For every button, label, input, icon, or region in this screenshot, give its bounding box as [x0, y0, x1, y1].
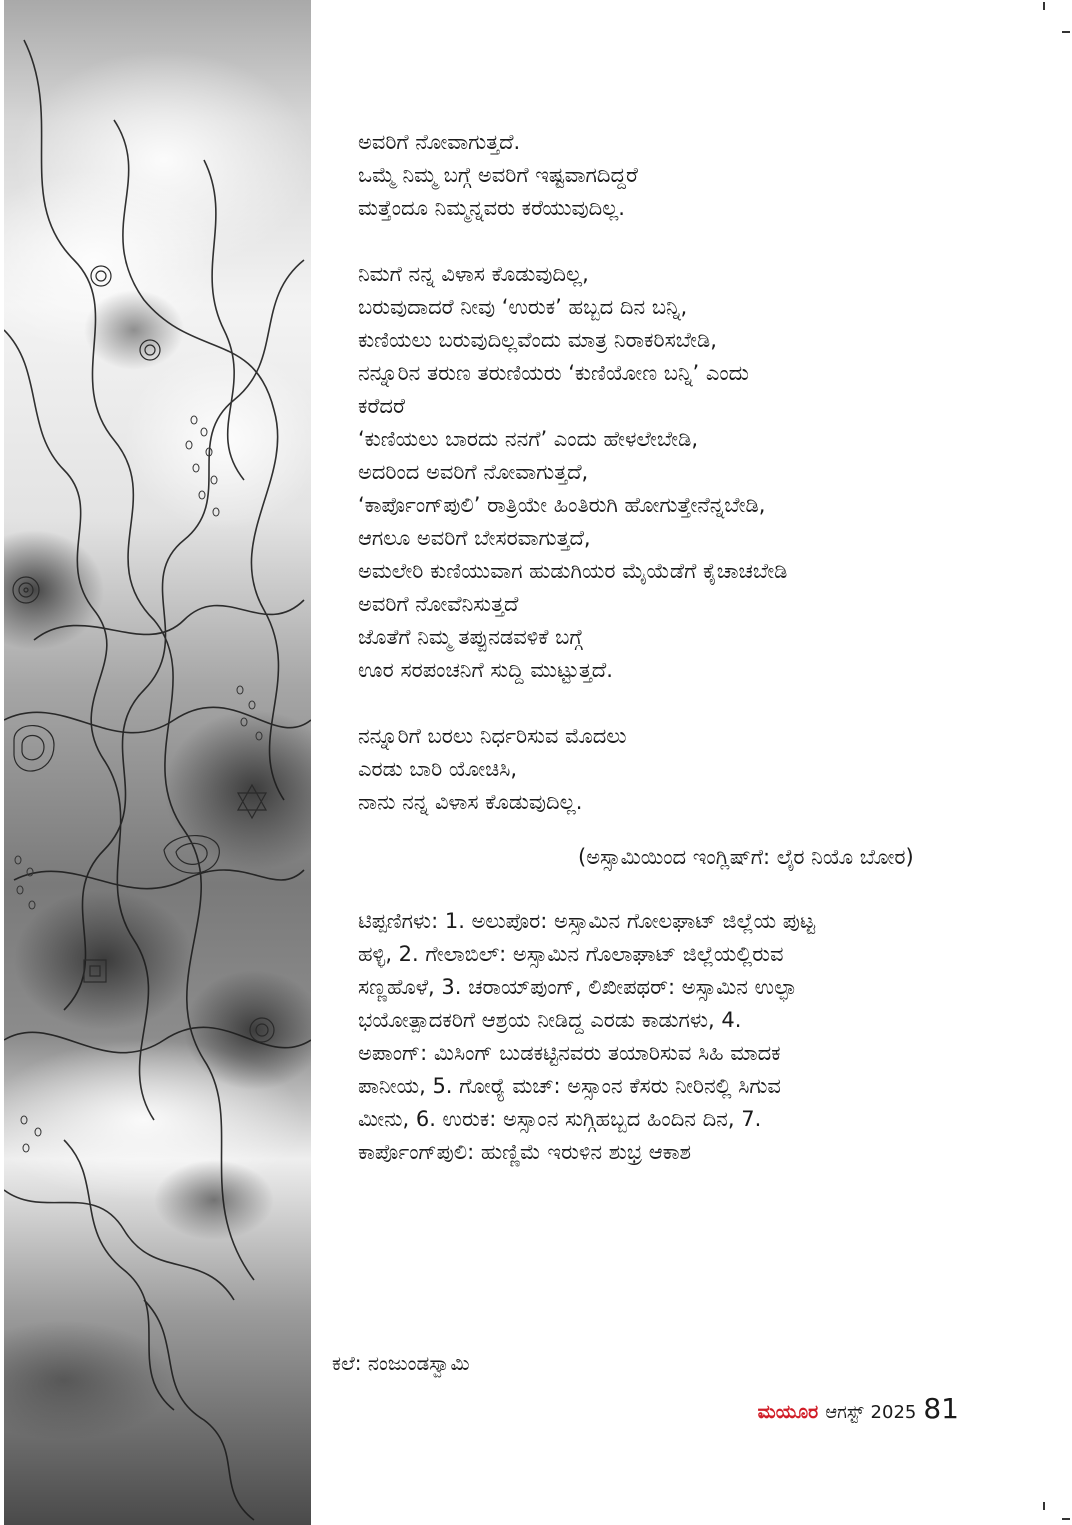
footnote-line: ಅಪಾಂಗ್: ಮಿಸಿಂಗ್ ಬುಡಕಟ್ಟಿನವರು ತಯಾರಿಸುವ ಸಿಹಿ ಮಾದಕ	[358, 1041, 781, 1065]
poem-line: ಬರುವುದಾದರೆ ನೀವು ‘ಉರುಕ’ ಹಬ್ಬದ ದಿನ ಬನ್ನಿ,	[358, 295, 688, 319]
footnote-line: ಮೀನು, 6. ಉರುಕ: ಅಸ್ಸಾಂನ ಸುಗ್ಗಿಹಬ್ಬದ ಹಿಂದಿನ ದಿನ, 7.	[358, 1107, 762, 1131]
poem-line: ಅಮಲೇರಿ ಕುಣಿಯುವಾಗ ಹುಡುಗಿಯರ ಮೈಯೆಡೆಗೆ ಕೈಚಾಚಬೇಡಿ	[358, 559, 788, 583]
poem-line: ನನ್ನೂರಿಗೆ ಬರಲು ನಿರ್ಧರಿಸುವ ಮೊದಲು	[358, 724, 627, 748]
poem-line: ನಿಮಗೆ ನನ್ನ ವಿಳಾಸ ಕೊಡುವುದಿಲ್ಲ,	[358, 262, 589, 286]
poem-line: ಅದರಿಂದ ಅವರಿಗೆ ನೋವಾಗುತ್ತದೆ,	[358, 460, 589, 484]
poem-line: ಕರೆದರೆ	[358, 394, 405, 418]
footnote-line: ಸಣ್ಣಹೊಳೆ, 3. ಚರಾಯ್‌ಪುಂಗ್, ಲಿಖೀಪಥರ್: ಅಸ್ಸಾಮಿನ ಉಲ್ಫಾ	[358, 975, 797, 999]
magazine-name: ಮಯೂರ	[757, 1401, 819, 1423]
issue-year: 2025	[870, 1402, 917, 1423]
poem-line: ಒಮ್ಮೆ ನಿಮ್ಮ ಬಗ್ಗೆ ಅವರಿಗೆ ಇಷ್ಟವಾಗದಿದ್ದರೆ	[358, 163, 638, 187]
footnote-line: ಟಿಪ್ಪಣಿಗಳು: 1. ಅಲುಪೊರ: ಅಸ್ಸಾಮಿನ ಗೋಲಘಾಟ್ ಜಿಲ್ಲೆಯ ಪುಟ್ಟ	[358, 909, 816, 933]
poem-line: ಮತ್ತೆಂದೂ ನಿಮ್ಮನ್ನವರು ಕರೆಯುವುದಿಲ್ಲ.	[358, 196, 625, 220]
artist-credit: ಕಲೆ: ನಂಜುಂಡಸ್ವಾಮಿ	[332, 1351, 470, 1375]
poem-line: ಅವರಿಗೆ ನೋವಾಗುತ್ತದೆ.	[358, 130, 521, 154]
poem-line: ಆಗಲೂ ಅವರಿಗೆ ಬೇಸರವಾಗುತ್ತದೆ,	[358, 526, 591, 550]
poem-line: ಎರಡು ಬಾರಿ ಯೋಚಿಸಿ,	[358, 757, 518, 781]
artwork-illustration	[4, 0, 311, 1525]
poem-line: ‘ಕಾರ್ಪೊಂಗ್‌ಪುಲಿ’ ರಾತ್ರಿಯೇ ಹಿಂತಿರುಗಿ ಹೋಗುತ್ತೇನೆನ್ನಬೇಡಿ,	[358, 493, 766, 517]
poem-line: ನಾನು ನನ್ನ ವಿಳಾಸ ಕೊಡುವುದಿಲ್ಲ.	[358, 790, 583, 814]
footnote-line: ಪಾನೀಯ, 5. ಗೋರ್‍ಯೆ ಮಚ್: ಅಸ್ಸಾಂನ ಕೆಸರು ನೀರಿನಲ್ಲಿ ಸಿಗುವ	[358, 1074, 781, 1098]
page-footer	[758, 1392, 959, 1425]
issue-month: ಆಗಸ್ಟ್	[825, 1402, 864, 1423]
poem-line: ಕುಣಿಯಲು ಬರುವುದಿಲ್ಲವೆಂದು ಮಾತ್ರ ನಿರಾಕರಿಸಬೇಡಿ,	[358, 328, 717, 352]
crop-mark-top	[1043, 2, 1045, 10]
footnote-line: ಕಾರ್ಪೊಂಗ್‌ಪುಲಿ: ಹುಣ್ಣಿಮೆ ಇರುಳಿನ ಶುಭ್ರ ಆಕಾಶ	[358, 1140, 692, 1164]
translation-credit: (ಅಸ್ಸಾಮಿಯಿಂದ ಇಂಗ್ಲಿಷ್‌ಗೆ: ಲೈರ ನಿಯೊ ಬೋರ)	[578, 845, 914, 869]
footnote-line: ಭಯೋತ್ಪಾದಕರಿಗೆ ಆಶ್ರಯ ನೀಡಿದ್ದ ಎರಡು ಕಾಡುಗಳು, 4.	[358, 1008, 742, 1032]
crop-mark-right-top	[1062, 31, 1070, 33]
page-number: 81	[923, 1392, 959, 1425]
poem-line: ಊರ ಸರಪಂಚನಿಗೆ ಸುದ್ದಿ ಮುಟ್ಟುತ್ತದೆ.	[358, 658, 613, 682]
poem-line: ಜೊತೆಗೆ ನಿಮ್ಮ ತಪ್ಪುನಡವಳಿಕೆ ಬಗ್ಗೆ	[358, 625, 583, 649]
crop-mark-right-bottom	[1062, 1518, 1070, 1520]
crop-mark-bottom	[1043, 1502, 1045, 1510]
poem-line: ನನ್ನೂರಿನ ತರುಣ ತರುಣಿಯರು ‘ಕುಣಿಯೋಣ ಬನ್ನಿ’ ಎಂದು	[358, 361, 749, 385]
poem-line: ಅವರಿಗೆ ನೋವೆನಿಸುತ್ತದೆ	[358, 592, 519, 616]
poem-line: ‘ಕುಣಿಯಲು ಬಾರದು ನನಗೆ’ ಎಂದು ಹೇಳಲೇಬೇಡಿ,	[358, 427, 698, 451]
footnote-line: ಹಳ್ಳಿ, 2. ಗೇಲಾಬಿಲ್: ಅಸ್ಸಾಮಿನ ಗೊಲಾಘಾಟ್ ಜಿಲ್ಲೆಯಲ್ಲಿರುವ	[358, 942, 784, 966]
